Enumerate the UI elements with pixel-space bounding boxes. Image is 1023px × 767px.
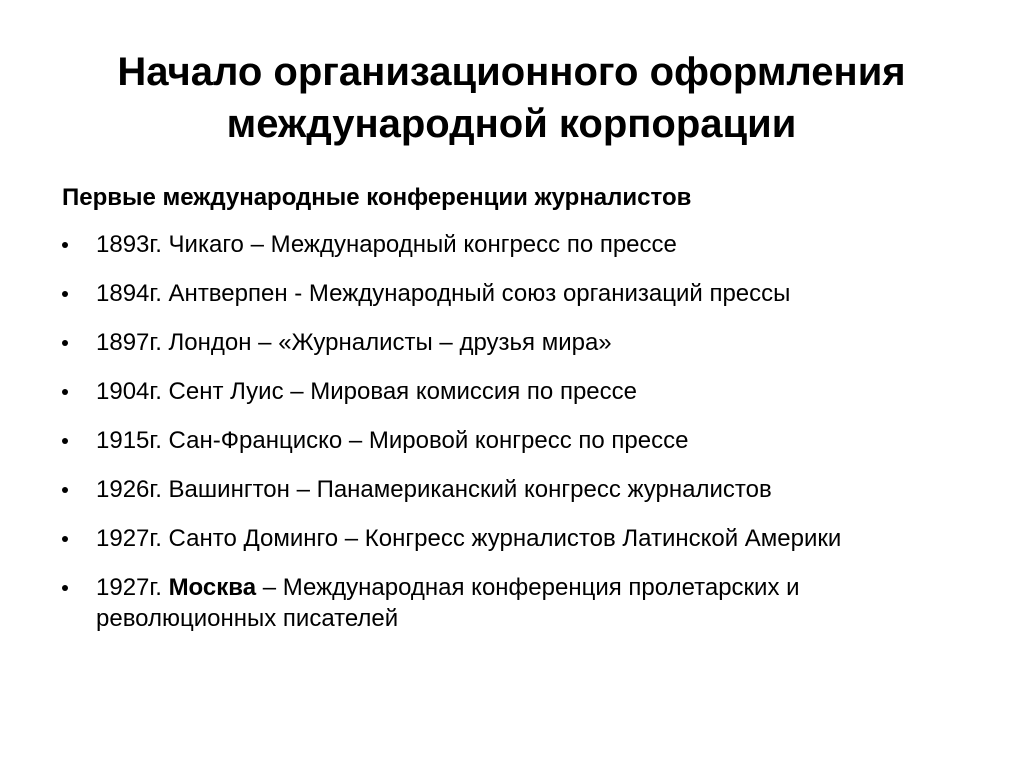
bullet-dot-icon bbox=[62, 389, 68, 395]
bullet-dot-icon bbox=[62, 487, 68, 493]
list-item-text: 1904г. Сент Луис – Мировая комиссия по прессе bbox=[96, 378, 637, 405]
bullet-dot-icon bbox=[62, 536, 68, 542]
list-item bbox=[62, 572, 962, 634]
slide-title-line-2: международной корпорации bbox=[226, 102, 797, 146]
slide-title bbox=[0, 46, 1023, 150]
list-item bbox=[62, 278, 962, 309]
list-item-text: 1915г. Сан-Франциско – Мировой конгресс по прессе bbox=[96, 427, 689, 454]
list-item bbox=[62, 376, 962, 407]
list-item bbox=[62, 523, 962, 554]
list-item-text: 1897г. Лондон – «Журналисты – друзья мира» bbox=[96, 329, 612, 356]
bullet-dot-icon bbox=[62, 242, 68, 248]
list-item bbox=[62, 327, 962, 358]
slide-title-line-1: Начало организационного оформления bbox=[117, 50, 906, 94]
bullet-dot-icon bbox=[62, 585, 68, 591]
list-item-text-bold: Москва bbox=[168, 574, 257, 601]
slide-content bbox=[62, 182, 962, 652]
list-item-text: 1893г. Чикаго – Международный конгресс по прессе bbox=[96, 231, 677, 258]
list-item bbox=[62, 474, 962, 505]
bullet-dot-icon bbox=[62, 438, 68, 444]
list-item-text: 1894г. Антверпен - Международный союз организаций прессы bbox=[96, 280, 791, 307]
list-item-text: 1927г. Санто Доминго – Конгресс журналистов Латинской Америки bbox=[96, 525, 842, 552]
subheading: Первые международные конференции журналистов bbox=[62, 184, 692, 211]
list-item-text-suffix: – Международная конференция пролетарских и революционных писателей bbox=[96, 574, 800, 632]
bullet-dot-icon bbox=[62, 340, 68, 346]
list-item bbox=[62, 425, 962, 456]
list-item bbox=[62, 229, 962, 260]
bullet-dot-icon bbox=[62, 291, 68, 297]
list-item-text: 1926г. Вашингтон – Панамериканский конгресс журналистов bbox=[96, 476, 772, 503]
list-item-text-prefix: 1927г. bbox=[96, 574, 169, 601]
bullet-list bbox=[62, 229, 962, 634]
